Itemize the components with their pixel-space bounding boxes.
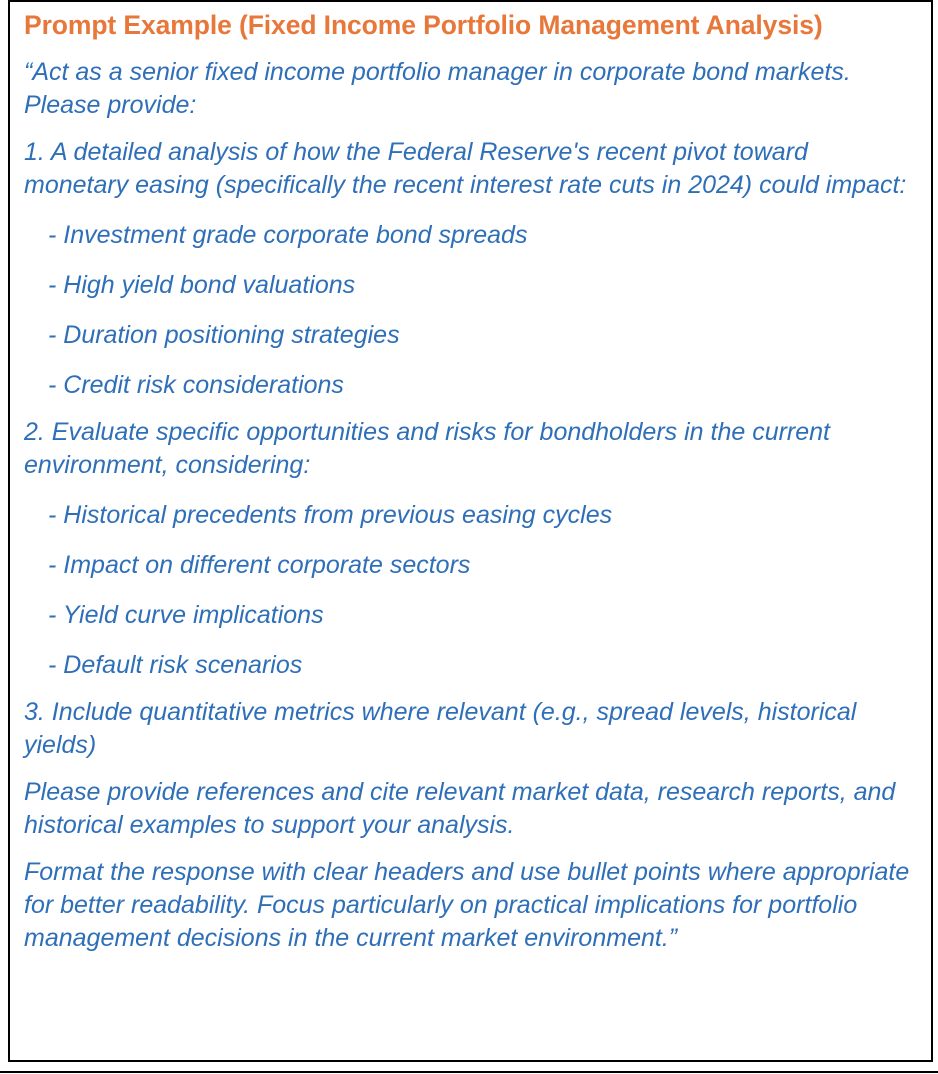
bottom-divider <box>0 1071 938 1073</box>
prompt-title: Prompt Example (Fixed Income Portfolio Management Analysis) <box>24 10 823 40</box>
section-2-heading: 2. Evaluate specific opportunities and risks for bondholders in the current environment, considering: <box>24 418 831 479</box>
prompt-example-box <box>8 0 933 1062</box>
section-2-bullet: - Default risk scenarios <box>48 651 303 679</box>
format-paragraph: Format the response with clear headers and use bullet points where appropriate for better readability. Focus particularly on practical implications for portfolio management decisions in the current market environment.” <box>24 858 910 952</box>
section-1-bullet: - Investment grade corporate bond spreads <box>48 221 528 249</box>
section-1-heading: 1. A detailed analysis of how the Federal Reserve's recent pivot toward monetary easing (specifically the recent interest rate cuts in 2024) could impact: <box>24 138 907 199</box>
section-1-bullet: - Duration positioning strategies <box>48 321 400 349</box>
section-2-bullet: - Yield curve implications <box>48 601 324 629</box>
intro-paragraph: “Act as a senior fixed income portfolio manager in corporate bond markets. Please provide: <box>24 58 851 119</box>
section-3-heading: 3. Include quantitative metrics where relevant (e.g., spread levels, historical yields) <box>24 698 857 759</box>
section-1-bullet: - High yield bond valuations <box>48 271 356 299</box>
section-1-bullet: - Credit risk considerations <box>48 371 344 399</box>
section-2-bullet: - Impact on different corporate sectors <box>48 551 471 579</box>
references-paragraph: Please provide references and cite relevant market data, research reports, and historical examples to support your analysis. <box>24 778 896 839</box>
section-2-bullet: - Historical precedents from previous easing cycles <box>48 501 613 529</box>
